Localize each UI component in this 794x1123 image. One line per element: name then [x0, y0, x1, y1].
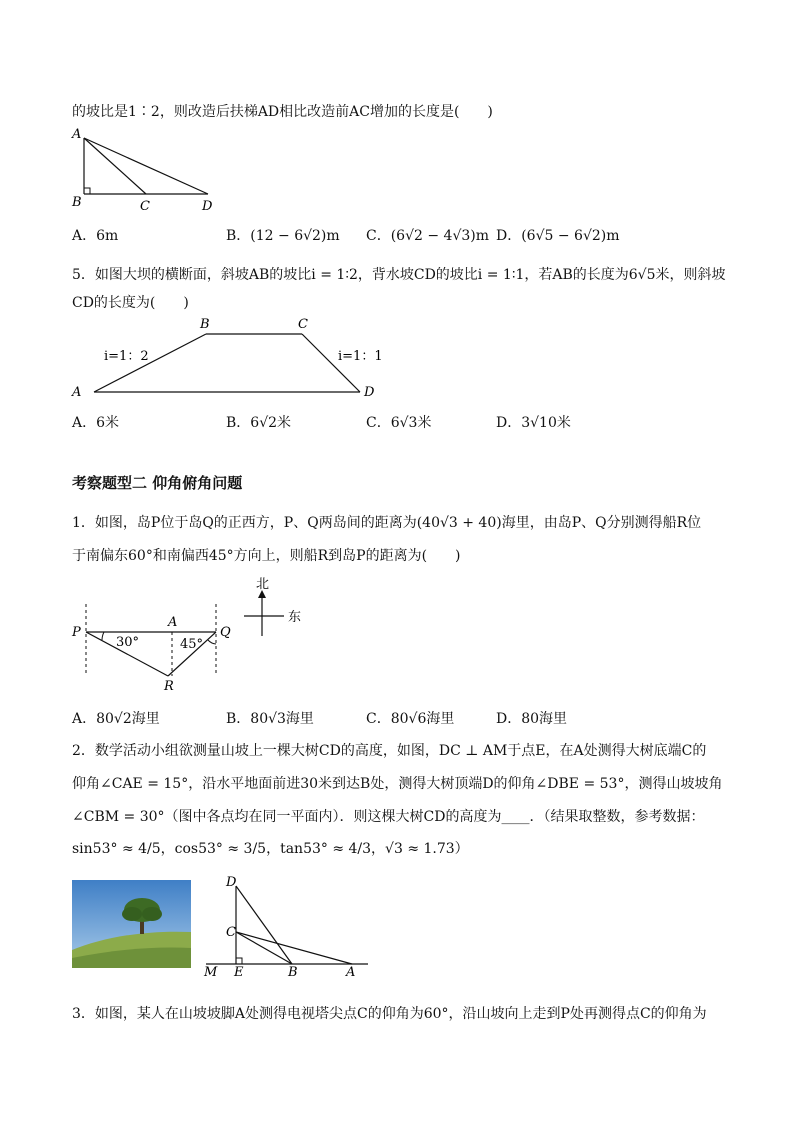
tree-image-icon — [72, 880, 191, 968]
q2-label-a: A — [346, 965, 356, 978]
p4-label-d: D — [202, 199, 213, 214]
q1-stem-line1: 1．如图，岛P位于岛Q的正西方，P、Q两岛间的距离为(40√3 + 40)海里，由岛P、Q分别测得船R位 — [72, 515, 702, 531]
p5-right-slope: i=1：1 — [338, 349, 383, 364]
q1-label-p: P — [72, 625, 81, 640]
p5-label-c: C — [298, 317, 308, 332]
p5-label-b: B — [200, 317, 210, 332]
tree-photo — [72, 880, 191, 968]
q2-stem-line1: 2．数学活动小组欲测量山坡上一棵大树CD的高度，如图，DC ⊥ AM于点E，在A处测得大树底端C的 — [72, 743, 707, 759]
p4-label-b: B — [72, 195, 82, 210]
compass-east: 东 — [288, 610, 302, 625]
q1-option-c[interactable]: C．80√6海里 — [366, 711, 455, 727]
p5-label-d: D — [364, 385, 375, 400]
q1-stem-line2: 于南偏东60°和南偏西45°方向上，则船R到岛P的距离为( ) — [72, 548, 461, 564]
p4-option-b[interactable]: B．(12 − 6√2)m — [226, 228, 340, 244]
q1-label-q: Q — [220, 625, 231, 640]
compass-north: 北 — [256, 577, 270, 592]
q1-figure — [66, 574, 326, 698]
p5-stem-line1: 5．如图大坝的横断面，斜坡AB的坡比i = 1∶2，背水坡CD的坡比i = 1∶1，若AB的长度为6√5米，则斜坡 — [72, 267, 726, 283]
p5-option-a[interactable]: A．6米 — [72, 415, 120, 431]
p4-label-a: A — [72, 127, 82, 142]
p5-label-a: A — [72, 385, 82, 400]
p5-option-c[interactable]: C．6√3米 — [366, 415, 432, 431]
q2-label-e: E — [234, 965, 244, 978]
section-heading: 考察题型二 仰角俯角问题 — [72, 474, 243, 492]
p5-left-slope: i=1：2 — [104, 349, 149, 364]
p5-stem-line2: CD的长度为( ) — [72, 295, 189, 311]
p4-stem: 的坡比是1∶2，则改造后扶梯AD相比改造前AC增加的长度是( ) — [72, 104, 493, 120]
p4-option-c[interactable]: C．(6√2 − 4√3)m — [366, 228, 490, 244]
p4-option-a[interactable]: A．6m — [72, 228, 119, 244]
q1-angle-30: 30° — [116, 635, 140, 650]
q2-label-b: B — [288, 965, 298, 978]
q2-figure — [196, 872, 376, 978]
q2-label-d: D — [226, 875, 237, 890]
q1-label-a: A — [168, 615, 178, 630]
q2-label-m: M — [204, 965, 218, 978]
q1-angle-45: 45° — [180, 637, 204, 652]
q2-stem-line2: 仰角∠CAE = 15°，沿水平地面前进30米到达B处，测得大树顶端D的仰角∠DBE = 53°，测得山坡坡角 — [72, 776, 723, 792]
p4-option-d[interactable]: D．(6√5 − 6√2)m — [496, 228, 620, 244]
q3-stem-line1: 3．如图，某人在山坡坡脚A处测得电视塔尖点C的仰角为60°，沿山坡向上走到P处再测得点C的仰角为 — [72, 1006, 707, 1022]
q1-label-r: R — [164, 679, 174, 694]
q2-stem-line3: ∠CBM = 30°（图中各点均在同一平面内）．则这棵大树CD的高度为____．（结果取整数，参考数据： — [72, 809, 705, 825]
p4-figure — [66, 124, 226, 214]
p5-option-d[interactable]: D．3√10米 — [496, 415, 571, 431]
q1-option-b[interactable]: B．80√3海里 — [226, 711, 314, 727]
q2-stem-line4: sin53° ≈ 4/5，cos53° ≈ 3/5，tan53° ≈ 4/3，√3 ≈ 1.73） — [72, 841, 469, 857]
q1-option-a[interactable]: A．80√2海里 — [72, 711, 160, 727]
p5-option-b[interactable]: B．6√2米 — [226, 415, 292, 431]
q1-option-d[interactable]: D．80海里 — [496, 711, 568, 727]
q2-label-c: C — [226, 925, 236, 940]
p5-figure — [66, 312, 396, 408]
p4-label-c: C — [140, 199, 150, 214]
